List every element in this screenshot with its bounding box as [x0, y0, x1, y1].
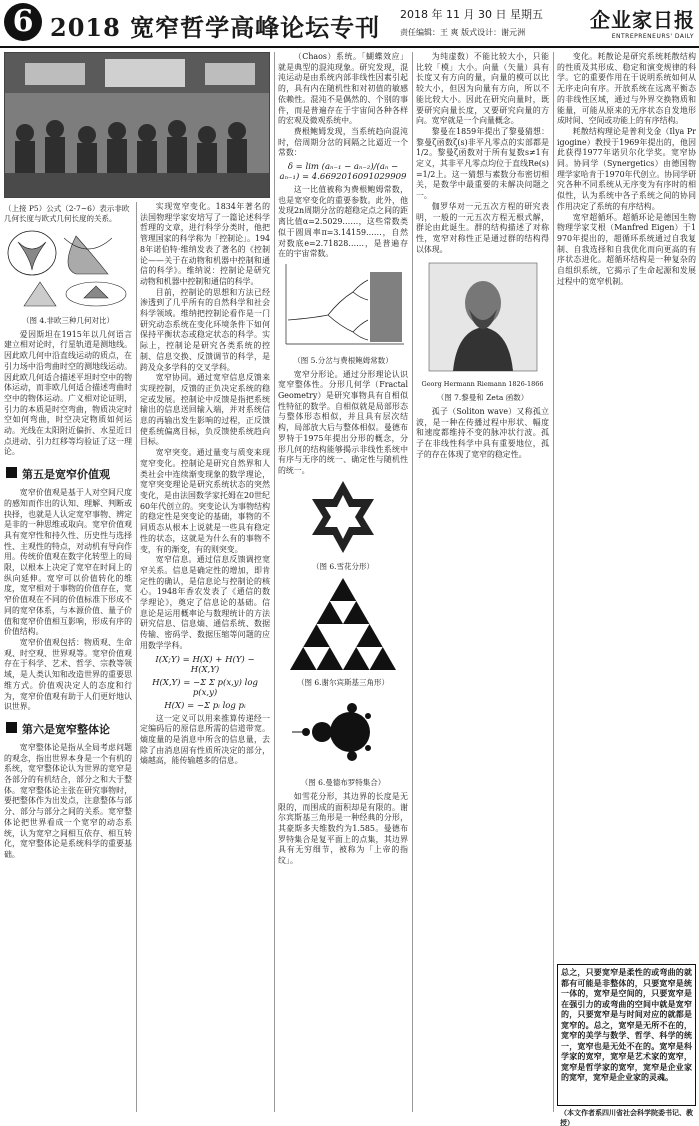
paragraph: 孤子（Soliton wave）又称孤立波，是一种在传播过程中形状、幅度和速度都维持不变的脉冲状行波。孤子在非线性科学中具有重要地位，孤子的存在体现了宽窄的稳定性。 [416, 407, 549, 459]
paragraph: 这一比值被称为费根鲍姆常数，也是宽窄变化的重要参数。此外，他发现2n周期分岔的超稳定点之间的距离比值α=2.5029……，这些常数类似于圆周率π=3.14159……，自然对数底e=2.71828……，是普遍存在的宇宙常数。 [278, 185, 408, 259]
column-3 [278, 52, 408, 1120]
column-divider [553, 52, 554, 1112]
figure-bifurcation [278, 260, 408, 354]
column-4 [416, 52, 549, 1120]
paragraph: 费根鲍姆发现，当系统趋向混沌时，倍周期分岔的间隔之比逼近一个常数： [278, 126, 408, 158]
figure-caption-intro: （上接 P5）公式（2-7~6）表示非欧几何长度与欧式几何长度的关系。 [4, 204, 130, 223]
logo-english: ENTREPRENEURS' DAILY [611, 33, 694, 40]
paragraph: 宽窄价值观是基于人对空间尺度的感知而作出的认知、理解、判断或抉择，也就是人认定宽窄事物、辨定是非的一种思维或取向。宽窄价值观具有宽窄性和持久性、历史性与选择性、主观性的特点，对动机有导向作用。传统价值观在数字化转型上的局限，以根本上决定了宽窄在时间上的纵向延伸。宽窄可以价值转化的维度，宽窄相对于事物的价值存在，宽窄价值观在不同的价值标准下形成不同的宽窄体系，与本源价值、量子价值和宽窄价值相互影响，形成有序的价值结构。 [4, 488, 132, 637]
figure-caption-mandelbrot: （图 6.曼德布罗特集合） [300, 777, 386, 787]
formula-entropy: H(X) = −Σ pᵢ log pᵢ [164, 700, 246, 711]
triangle-geometry-diagram [4, 228, 132, 310]
column-5 [557, 52, 696, 960]
paragraph: 伽罗华对一元五次方程的研究表明，一般的一元五次方程无根式解，群论由此诞生。群的结构描述了对称性，宽窄对称性正是通过群的结构得以体现。 [416, 201, 549, 254]
formula-joint-entropy: H(X,Y) = −Σ Σ p(x,y) log p(x,y) [152, 677, 258, 698]
paragraph: 如雪花分形，其边界的长度是无限的，而围成的面积却是有限的。谢尔宾斯基三角形是一种经典的分形，其豪斯多夫维数约为1.585。曼德布罗特集合是复平面上的点集，其边界具有无穷细节，被称为「上帝的指纹」。 [278, 791, 408, 866]
formula-mutual-information: I(X;Y) = H(X) + H(Y) − H(X,Y) [155, 654, 255, 675]
koch-snowflake-diagram [298, 477, 388, 557]
figure-caption-sierpinski: （图 6.谢尔宾斯基三角形） [296, 678, 390, 688]
figure-koch-snowflake [278, 477, 408, 561]
figure-caption-geometry: （图 4.非欧三种几何对比） [21, 315, 115, 325]
logo-chinese: 企业家日报 [590, 8, 695, 32]
figure-riemann [416, 261, 549, 377]
sierpinski-triangle-diagram [288, 576, 398, 672]
column-1 [4, 202, 132, 1120]
paragraph: 宽窄整体论是指从全局考虑问题的观念，指出世界本身是一个有机的系统，宽窄整体论认为世界的宽窄是各部分的有机结合，部分之和大于整体。宽窄整体论主张在研究事物时，要把整体作为出发点，注意整体与部分、部分与部分之间的关系。宽窄整体论把世界看成一个宽窄的动态系统，认为宽窄之间相互依存、相互转化，宽窄整体论是系统科学的重要基础。 [4, 742, 132, 859]
column-divider [274, 52, 275, 1112]
paragraph: 目前，控制论的思想和方法已经渗透到了几乎所有的自然科学和社会科学领域。维纳把控制论看作是一门研究动态系统在变化环境条件下如何保持平衡状态或稳定状态的科学。实际上，控制论是研究各类系统的控制、信息交换、反馈调节的科学，是跨及众多学科的交叉学科。 [140, 287, 270, 372]
issue-info [400, 6, 580, 38]
paragraph: 耗散结构理论是普利戈金（Ilya Prigogine）教授于1969年提出的，他因此获得1977年诺贝尔化学奖。宽窄协同。协同学（Synergetics）由德国物理学家哈肯于1970年代创立。协同学研究各种不同系统从无序变为有序时的相似性，认为系统中各子系统之间的协同作用决定了系统的有序结构。 [557, 126, 696, 211]
page-header [0, 0, 699, 44]
photo-illustration [5, 53, 270, 198]
issue-staff: 责任编辑：王 爽 版式设计：谢元洲 [400, 28, 526, 37]
column-divider [412, 52, 413, 1112]
bifurcation-diagram [278, 260, 408, 350]
figure-mandelbrot [278, 692, 408, 776]
header-rule [0, 46, 699, 48]
page-title: 2018 宽窄哲学高峰论坛专刊 [50, 13, 381, 42]
portrait-name: Georg Hermann Riemann 1826-1866 [421, 380, 544, 389]
newspaper-logo [590, 4, 694, 40]
paragraph: 宽窄超循环。超循环论是德国生物物理学家艾根（Manfred Eigen）于1970年提出的，超循环系统通过自我复制、自我选择和自我优化而向更高的有序状态进化。超循环结构是一种复杂的自组织系统，它揭示了生命起源和发展过程中的宽窄机制。 [557, 212, 696, 286]
section-heading-values: 第五是宽窄价值观 [4, 466, 132, 482]
paragraph: （Chaos）系统。「蝴蝶效应」就是典型的混沌现象。研究发现，混沌运动是由系统内部非线性因素引起的，具有内在随机性和对初值的敏感依赖性。混沌不是偶然的、个别的事件，而是普遍存在于宇宙间各种各样的宏观及微观系统中。 [278, 52, 408, 126]
figure-caption-koch: （图 6.雪花分形） [311, 562, 375, 572]
section-heading-holism: 第六是宽窄整体论 [4, 721, 132, 737]
figure-sierpinski [278, 576, 408, 676]
summary-box: 总之，只要宽窄是柔性的或弯曲的就都有可能是非整体的，只要宽窄是统一体的，宽窄是空间的，只要宽窄是在强引力的或弯曲的空间中就是宽窄的，只要宽窄是与时间对应的就都是宽窄的。总之，宽窄是无所不在的，宽窄的美学与数学、哲学、科学的统一，宽窄也是无处不在的。宽窄是科学家的宽窄，宽窄是艺术家的宽窄，宽窄是哲学家的宽窄，宽窄是企业家的宽窄，宽窄是企业家的灵魂。 [557, 964, 696, 1106]
paragraph: 爱因斯坦在1915年以几何语言建立相对论时，行星轨道是测地线。因此欧几何中沿直线运动的质点，在引力场中沿弯曲时空的测地线运动。因此欧几何适合描述平坦时空中的物体运动，而非欧几何适合描述弯曲时空中的物体运动。广义相对论证明，引力的本质是时空弯曲，物质决定时空如何弯曲，时空决定物质如何运动。光线在太阳附近偏折、水星近日点进动、引力红移等均验证了这一理论。 [4, 329, 132, 457]
paragraph: 宽窄分形论。通过分形理论认识宽窄整体性。分形几何学（Fractal Geometry）是研究事物具有自相似性特征的数学。自相似就是局部形态与整体形态相似，并且具有层次结构，局部放大后与整体相似。曼德布罗特于1975年提出分形的概念，分形几何的结构能够揭示非线性系统中有序与无序的统一、确定性与随机性的统一。 [278, 369, 408, 475]
author-note: （本文作者系四川省社会科学院委书记、教授） [560, 1109, 693, 1126]
paragraph: 黎曼在1859年提出了黎曼猜想：黎曼ζ函数ζ(s)非平凡零点的实部都是1/2。黎曼ζ函数对于所有复数s≠1有定义，其非平凡零点均位于直线Re(s)=1/2上。这一猜想与素数分布密切相关，是数学中最重要的未解决问题之一。 [416, 126, 549, 201]
paragraph: 宽窄信息。通过信息反馈调控宽窄关系。信息是确定性的增加，即肯定性的确认，是信息论与控制论的核心。1948年香农发表了《通信的数学理论》，奠定了信息论的基础。信息论是运用概率论与数理统计的方法研究信息、信息熵、通信系统、数据传输、密码学、数据压缩等问题的应用数学学科。 [140, 555, 270, 650]
issue-date: 2018 年 11 月 30 日 星期五 [400, 8, 543, 21]
paragraph: 为纯虚数）不能比较大小，只能比较「模」大小。向量（矢量）具有长度又有方向的量，向量的模可以比较大小，但因为向量有方向，所以不能比较大小。因此在研究向量时，既要研究向量长度，又要研究向量的方向。宽窄就是一个向量概念。 [416, 52, 549, 126]
figure-caption-riemann: （图 7.黎曼和 Zeta 函数） [436, 393, 529, 403]
paragraph: 宽窄协同。通过宽窄信息反馈来实现控制，反馈的正负决定系统的稳定或发展。控制论中反馈是指把系统输出的信息送回输入端，并对系统信息的再输出发生影响的过程，正反馈使系统偏离目标，负反馈使系统趋向目标。 [140, 373, 270, 447]
figure-geometry-comparison [4, 228, 132, 314]
paragraph: 宽窄突变。通过量变与质变来现宽窄变化。控制论是研究自然界和人类社会中连续渐变现象的数学理论，宽窄突变理论是研究系统状态的突然变化，是由法国数学家托姆在20世纪60年代创立的。突变论认为事物结构的稳定性是突变论的基础，事物的不同质态从根本上说就是一些具有稳定性的状态，这就是为什么有的事物不变，有的渐变，有的则突变。 [140, 448, 270, 554]
riemann-portrait [423, 261, 543, 373]
mandelbrot-set-diagram [288, 692, 398, 772]
paragraph: 变化。耗散论是研究系统耗散结构的性质及其形成、稳定和演变规律的科学。它的重要作用在于说明系统如何从无序走向有序。开放系统在远离平衡态的非线性区域，通过与外界交换物质和能量，可能从原来的无序状态自发地形成时间、空间或功能上的有序结构。 [557, 52, 696, 126]
column-divider [136, 202, 137, 1112]
formula-feigenbaum: δ = lim (aₙ₋₁ − aₙ₋₂)/(aₙ − aₙ₋₁) = 4.6692016091029909 [279, 162, 407, 183]
figure-caption-bifurcation: （图 5.分岔与费根鲍姆常数） [293, 355, 393, 365]
page-number: 6 [4, 3, 42, 41]
paragraph: 实现宽窄变化。1834年著名的法国物理学家安培写了一篇论述科学哲理的文章，进行科学分类时，他把管理国家的科学称为「控制论」。1948年诺伯特·维纳发表了著名的《控制论——关于在动物和机器中控制和通信的科学》。维纳说：控制论是研究动物和机器中控制和通信的科学。 [140, 202, 270, 286]
conference-photo [4, 52, 270, 198]
paragraph: 这一定义可以用来推算传递经一定编码后的原信息所需的信道带宽。熵度量的是消息中所含的信息量，去除了由消息固有性质所决定的部分，熵越高，能传输越多的信息。 [140, 713, 270, 766]
paragraph: 宽窄价值观包括：物质观、生命观、时空观、世界观等。宽窄价值观存在于科学、艺术、哲学、宗教等领域，是人类认知和改造世界的重要思维方式。价值观决定人的态度和行为，宽窄价值观有助于人们更好地认识世界。 [4, 637, 132, 712]
column-2 [140, 202, 270, 1120]
